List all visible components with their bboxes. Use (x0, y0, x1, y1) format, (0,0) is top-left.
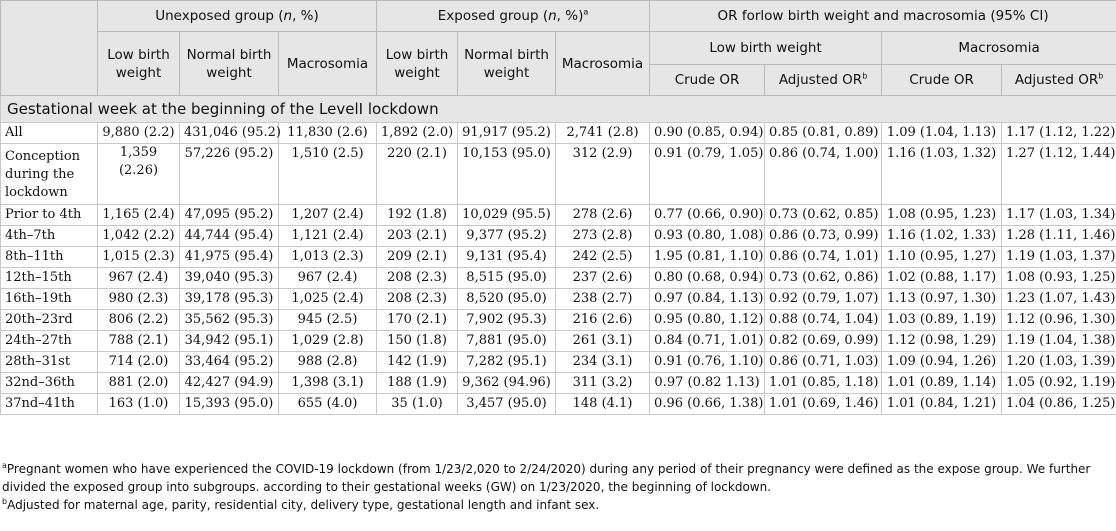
unexposed-macrosomia-header: Macrosomia (279, 32, 377, 96)
table-cell: 1.12 (0.98, 1.29) (882, 331, 1002, 352)
table-cell: 148 (4.1) (556, 394, 650, 415)
table-cell: 980 (2.3) (98, 289, 180, 310)
row-label: 12th–15th (1, 268, 98, 289)
table-cell: 967 (2.4) (279, 268, 377, 289)
table-cell: 0.91 (0.76, 1.10) (650, 352, 765, 373)
footnote-a: $^a$Pregnant women who have experienced the COVID-19 lockdown (from 1/23/2,020 to 2/24/2020) during any period of their pregnancy were defined as the expose group. We further divided the exposed group into subgroups. according to their gestational weeks (GW) on 1/23/2020, the beginning of lockdown. (2, 461, 1091, 494)
footnote-b: $^b$Adjusted for maternal age, parity, residential city, delivery type, gestational length and infant sex. (2, 497, 600, 512)
table-cell: 1,510 (2.5) (279, 144, 377, 205)
table-row (1, 352, 1116, 373)
table-cell: 0.90 (0.85, 0.94) (650, 123, 765, 144)
table-cell: 7,282 (95.1) (458, 352, 556, 373)
table-cell: 7,881 (95.0) (458, 331, 556, 352)
table-cell: 35 (1.0) (377, 394, 458, 415)
unexposed-normal-birth-weight-header: Normal birth weight (180, 32, 279, 96)
row-label: 28th–31st (1, 352, 98, 373)
exposed-low-birth-weight-header: Low birth weight (377, 32, 458, 96)
row-label: 24th–27th (1, 331, 98, 352)
row-label: 8th–11th (1, 247, 98, 268)
table-cell: 9,880 (2.2) (98, 123, 180, 144)
row-label: 32nd–36th (1, 373, 98, 394)
unexposed-group-header: Unexposed group (n, %) (98, 1, 377, 32)
table-cell: 9,362 (94.96) (458, 373, 556, 394)
table-cell: 39,178 (95.3) (180, 289, 279, 310)
section-title: Gestational week at the beginning of the LevelI lockdown (1, 96, 1116, 123)
table-cell: 1.17 (1.03, 1.34) (1002, 205, 1116, 226)
table-cell: 1,121 (2.4) (279, 226, 377, 247)
table-cell: 1.19 (1.04, 1.38) (1002, 331, 1116, 352)
row-label: 20th–23rd (1, 310, 98, 331)
table-cell: 0.82 (0.69, 0.99) (765, 331, 882, 352)
table-cell: 237 (2.6) (556, 268, 650, 289)
table-cell: 1,398 (3.1) (279, 373, 377, 394)
table-cell: 208 (2.3) (377, 289, 458, 310)
row-label-header (1, 1, 98, 96)
table-cell: 1.08 (0.95, 1.23) (882, 205, 1002, 226)
table-cell: 220 (2.1) (377, 144, 458, 205)
table-cell: 1.95 (0.81, 1.10) (650, 247, 765, 268)
table-cell: 11,830 (2.6) (279, 123, 377, 144)
table-cell: 1.03 (0.89, 1.19) (882, 310, 1002, 331)
table-cell: 1,029 (2.8) (279, 331, 377, 352)
table-cell: 1.02 (0.88, 1.17) (882, 268, 1002, 289)
table-cell: 278 (2.6) (556, 205, 650, 226)
lbw-adjusted-or-header: Adjusted $OR^b$ (765, 65, 882, 96)
table-row (1, 144, 1116, 205)
table-cell: 1.08 (0.93, 1.25) (1002, 268, 1116, 289)
table-cell: 1.12 (0.96, 1.30) (1002, 310, 1116, 331)
table-cell: 1.27 (1.12, 1.44) (1002, 144, 1116, 205)
table-cell: 57,226 (95.2) (180, 144, 279, 205)
table-cell: 1,165 (2.4) (98, 205, 180, 226)
table-cell: 15,393 (95.0) (180, 394, 279, 415)
table-cell: 192 (1.8) (377, 205, 458, 226)
table-row (1, 123, 1116, 144)
table-row (1, 268, 1116, 289)
table-cell: 170 (2.1) (377, 310, 458, 331)
mac-adjusted-or-header: Adjusted $OR^b$ (1002, 65, 1116, 96)
table-cell: 39,040 (95.3) (180, 268, 279, 289)
table-cell: 2,741 (2.8) (556, 123, 650, 144)
table-cell: 1,025 (2.4) (279, 289, 377, 310)
table-cell: 150 (1.8) (377, 331, 458, 352)
table-cell: 311 (3.2) (556, 373, 650, 394)
table-cell: 1.01 (0.69, 1.46) (765, 394, 882, 415)
table-cell: 234 (3.1) (556, 352, 650, 373)
table-cell: 0.85 (0.81, 0.89) (765, 123, 882, 144)
table-cell: 8,520 (95.0) (458, 289, 556, 310)
table-cell: 1.16 (1.03, 1.32) (882, 144, 1002, 205)
table-cell: 273 (2.8) (556, 226, 650, 247)
table-row (1, 226, 1116, 247)
table-cell: 0.97 (0.82 1.13) (650, 373, 765, 394)
table-cell: 988 (2.8) (279, 352, 377, 373)
table-cell: 1.10 (0.95, 1.27) (882, 247, 1002, 268)
table-row (1, 247, 1116, 268)
table-cell: 1,042 (2.2) (98, 226, 180, 247)
table-cell: 0.73 (0.62, 0.85) (765, 205, 882, 226)
table-cell: 9,377 (95.2) (458, 226, 556, 247)
table-cell: 1,013 (2.3) (279, 247, 377, 268)
table-cell: 216 (2.6) (556, 310, 650, 331)
table-cell: 41,975 (95.4) (180, 247, 279, 268)
table-cell: 34,942 (95.1) (180, 331, 279, 352)
table-cell: 10,153 (95.0) (458, 144, 556, 205)
row-label: 16th–19th (1, 289, 98, 310)
table-cell: 209 (2.1) (377, 247, 458, 268)
row-label: Prior to 4th (1, 205, 98, 226)
table-row (1, 331, 1116, 352)
table-cell: 0.97 (0.84, 1.13) (650, 289, 765, 310)
table-cell: 0.93 (0.80, 1.08) (650, 226, 765, 247)
table-cell: 1.09 (1.04, 1.13) (882, 123, 1002, 144)
table-cell: 967 (2.4) (98, 268, 180, 289)
table-cell: 33,464 (95.2) (180, 352, 279, 373)
table-cell: 1.28 (1.11, 1.46) (1002, 226, 1116, 247)
table-cell: 0.86 (0.71, 1.03) (765, 352, 882, 373)
table-cell: 8,515 (95.0) (458, 268, 556, 289)
exposed-macrosomia-header: Macrosomia (556, 32, 650, 96)
table-cell: 1,207 (2.4) (279, 205, 377, 226)
table-cell: 142 (1.9) (377, 352, 458, 373)
table-cell: 788 (2.1) (98, 331, 180, 352)
table-cell: 1.13 (0.97, 1.30) (882, 289, 1002, 310)
table-cell: 0.86 (0.73, 0.99) (765, 226, 882, 247)
table-cell: 0.77 (0.66, 0.90) (650, 205, 765, 226)
table-cell: 1.17 (1.12, 1.22) (1002, 123, 1116, 144)
table-cell: 203 (2.1) (377, 226, 458, 247)
table-body (1, 96, 1116, 415)
table-cell: 91,917 (95.2) (458, 123, 556, 144)
exposed-normal-birth-weight-header: Normal birth weight (458, 32, 556, 96)
or-macrosomia-header: Macrosomia (882, 32, 1116, 65)
table-row (1, 289, 1116, 310)
mac-crude-or-header: Crude OR (882, 65, 1002, 96)
table-cell: 0.84 (0.71, 1.01) (650, 331, 765, 352)
table-cell: 35,562 (95.3) (180, 310, 279, 331)
table-cell: 261 (3.1) (556, 331, 650, 352)
table-cell: 1,892 (2.0) (377, 123, 458, 144)
table-cell: 1.05 (0.92, 1.19) (1002, 373, 1116, 394)
table-cell: 44,744 (95.4) (180, 226, 279, 247)
row-label: All (1, 123, 98, 144)
table-cell: 42,427 (94.9) (180, 373, 279, 394)
table-cell: 806 (2.2) (98, 310, 180, 331)
table-cell: 47,095 (95.2) (180, 205, 279, 226)
table-cell: 1.16 (1.02, 1.33) (882, 226, 1002, 247)
unexposed-low-birth-weight-header: Low birth weight (98, 32, 180, 96)
table-cell: 7,902 (95.3) (458, 310, 556, 331)
table-cell: 242 (2.5) (556, 247, 650, 268)
table-cell: 1.01 (0.85, 1.18) (765, 373, 882, 394)
table-cell: 0.86 (0.74, 1.00) (765, 144, 882, 205)
table-row (1, 373, 1116, 394)
table-cell: 945 (2.5) (279, 310, 377, 331)
table-cell: 188 (1.9) (377, 373, 458, 394)
table-row (1, 310, 1116, 331)
or-header: OR forlow birth weight and macrosomia (95% CI) (650, 1, 1116, 32)
row-label: Conception during the lockdown (1, 144, 98, 205)
table-cell: 1.19 (1.03, 1.37) (1002, 247, 1116, 268)
table-cell: 3,457 (95.0) (458, 394, 556, 415)
table-cell: 10,029 (95.5) (458, 205, 556, 226)
exposed-group-header: Exposed group (n, %)$^a$ (377, 1, 650, 32)
table-cell: 0.80 (0.68, 0.94) (650, 268, 765, 289)
row-label: 4th–7th (1, 226, 98, 247)
table-cell: 431,046 (95.2) (180, 123, 279, 144)
table-cell: 1.09 (0.94, 1.26) (882, 352, 1002, 373)
table-cell: 0.91 (0.79, 1.05) (650, 144, 765, 205)
table-cell: 0.73 (0.62, 0.86) (765, 268, 882, 289)
table-cell: 1.01 (0.84, 1.21) (882, 394, 1002, 415)
lbw-crude-or-header: Crude OR (650, 65, 765, 96)
table-cell: 163 (1.0) (98, 394, 180, 415)
table-cell: 1,015 (2.3) (98, 247, 180, 268)
table-cell: 1.04 (0.86, 1.25) (1002, 394, 1116, 415)
table-cell: 0.92 (0.79, 1.07) (765, 289, 882, 310)
table-cell: 881 (2.0) (98, 373, 180, 394)
row-label: 37nd–41th (1, 394, 98, 415)
table-cell: 9,131 (95.4) (458, 247, 556, 268)
table-cell: 0.86 (0.74, 1.01) (765, 247, 882, 268)
table-cell: 0.95 (0.80, 1.12) (650, 310, 765, 331)
table-cell: 1.20 (1.03, 1.39) (1002, 352, 1116, 373)
table-cell: 1.01 (0.89, 1.14) (882, 373, 1002, 394)
table-cell: 1.23 (1.07, 1.43) (1002, 289, 1116, 310)
table-cell: 0.96 (0.66, 1.38) (650, 394, 765, 415)
table-cell: 238 (2.7) (556, 289, 650, 310)
table-cell: 1,359 (2.26) (98, 144, 180, 205)
table-cell: 714 (2.0) (98, 352, 180, 373)
table-cell: 208 (2.3) (377, 268, 458, 289)
table-row (1, 394, 1116, 415)
footnotes (2, 460, 1114, 514)
table-row (1, 205, 1116, 226)
table-cell: 0.88 (0.74, 1.04) (765, 310, 882, 331)
table-cell: 312 (2.9) (556, 144, 650, 205)
table-cell: 655 (4.0) (279, 394, 377, 415)
or-low-birth-weight-header: Low birth weight (650, 32, 882, 65)
